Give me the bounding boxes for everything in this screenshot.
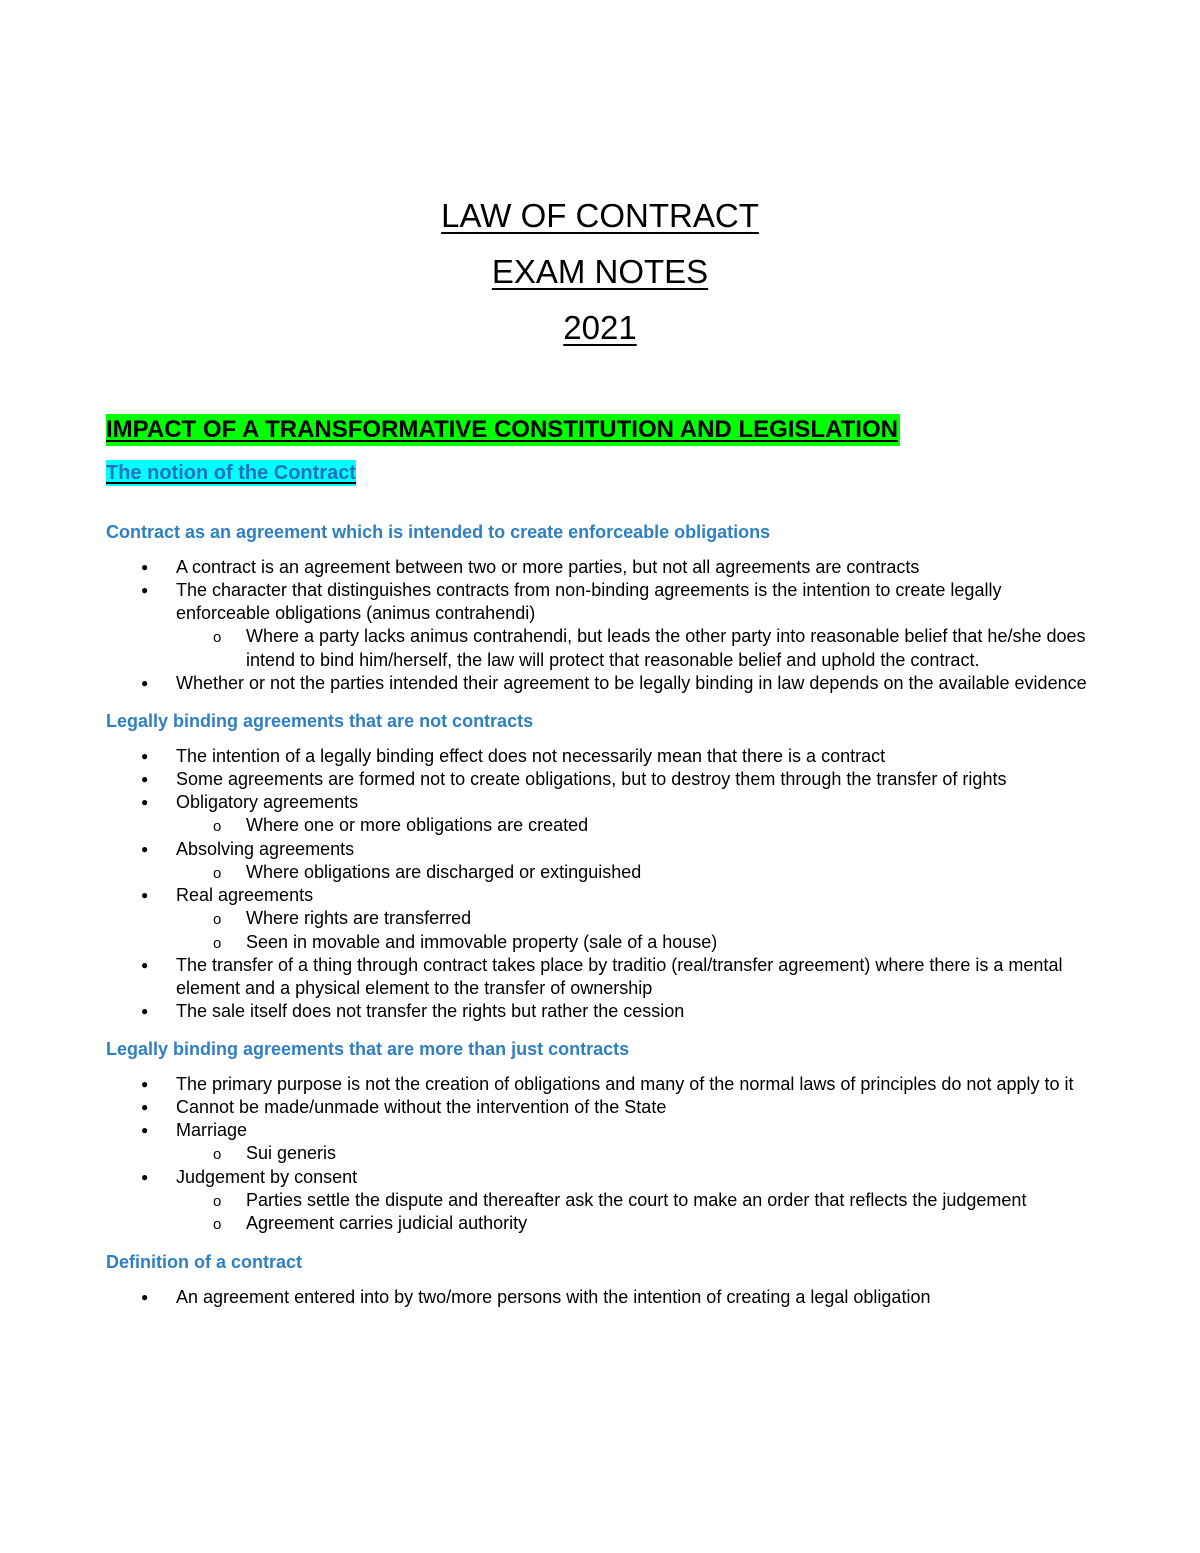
bullet-item <box>106 1073 1096 1096</box>
bullet-item <box>106 768 1096 791</box>
sub-bullet-item: o Where obligations are discharged or extinguished <box>176 861 1096 885</box>
bullet-text: The intention of a legally binding effect does not necessarily mean that there is a contract <box>176 746 886 766</box>
main-heading: IMPACT OF A TRANSFORMATIVE CONSTITUTION AND LEGISLATION <box>106 414 900 446</box>
document-title: LAW OF CONTRACT <box>441 197 759 234</box>
bullet-text: Cannot be made/unmade without the intervention of the State <box>176 1097 667 1117</box>
bullet-text: The character that distinguishes contracts from non-binding agreements is the intention to create legally enforceable obligations (animus contrahendi) <box>176 580 1002 623</box>
sub-bullet-list <box>176 625 1096 672</box>
document-year: 2021 <box>563 309 637 346</box>
sub-bullet-list <box>176 1189 1096 1236</box>
bullet-text: Whether or not the parties intended their agreement to be legally binding in law depends on the available evidence <box>176 673 1087 693</box>
bullet-text: An agreement entered into by two/more persons with the intention of creating a legal obligation <box>176 1286 931 1307</box>
bullet-list <box>106 1073 1096 1236</box>
bullet-list <box>106 556 1096 695</box>
sub-bullet-item: o Where rights are transferred <box>176 907 1096 931</box>
bullet-item <box>106 745 1096 768</box>
bullet-item <box>106 579 1096 672</box>
bullet-text: Judgement by consent <box>176 1166 358 1187</box>
sections-container <box>106 520 1096 1309</box>
bullet-text: The primary purpose is not the creation of obligations and many of the normal laws of principles do not apply to it <box>176 1074 1074 1094</box>
sub-bullet-item: o Sui generis <box>176 1142 1096 1166</box>
bullet-text: Absolving agreements <box>176 838 355 859</box>
sub-bullet-list <box>176 907 1096 954</box>
sub-bullet-item: o Parties settle the dispute and thereafter ask the court to make an order that reflects the judgement <box>176 1189 1096 1213</box>
bullet-item <box>106 1166 1096 1236</box>
bullet-item <box>106 838 1096 885</box>
bullet-list <box>106 1286 1096 1309</box>
bullet-item <box>106 1286 1096 1309</box>
section-heading: The notion of the Contract <box>106 462 356 484</box>
bullet-item <box>106 556 1096 579</box>
sub-bullet-item: o Where a party lacks animus contrahendi, but leads the other party into reasonable belief that he/she does intend to bind him/herself, the law will protect that reasonable belief and uphold the contract. <box>176 625 1096 672</box>
bullet-item <box>106 791 1096 838</box>
sub-bullet-item: o Agreement carries judicial authority <box>176 1212 1096 1236</box>
subsection-heading: Definition of a contract <box>106 1251 303 1272</box>
sub-bullet-item: o Seen in movable and immovable property (sale of a house) <box>176 931 1096 955</box>
bullet-text: Marriage <box>176 1120 248 1140</box>
bullet-item <box>106 954 1096 1000</box>
title-block <box>0 196 1200 364</box>
sub-bullet-list <box>176 861 1096 885</box>
subsection-heading: Contract as an agreement which is intended to create enforceable obligations <box>106 522 771 542</box>
bullet-item <box>106 1119 1096 1166</box>
subsection-heading: Legally binding agreements that are not contracts <box>106 711 534 731</box>
bullet-list <box>106 745 1096 1023</box>
bullet-item <box>106 1000 1096 1023</box>
bullet-text: A contract is an agreement between two or more parties, but not all agreements are contracts <box>176 557 920 577</box>
sub-bullet-list <box>176 1142 1096 1166</box>
bullet-text: The transfer of a thing through contract takes place by traditio (real/transfer agreement) where there is a mental element and a physical element to the transfer of ownership <box>176 955 1063 998</box>
bullet-item <box>106 672 1096 695</box>
bullet-item <box>106 1096 1096 1119</box>
sub-bullet-list <box>176 814 1096 838</box>
bullet-text: Real agreements <box>176 885 314 905</box>
bullet-text: Some agreements are formed not to create obligations, but to destroy them through the transfer of rights <box>176 769 1007 789</box>
document-subtitle: EXAM NOTES <box>491 253 709 290</box>
subsection-heading: Legally binding agreements that are more than just contracts <box>106 1039 630 1059</box>
document-content <box>106 414 1096 1323</box>
bullet-item <box>106 884 1096 954</box>
bullet-text: The sale itself does not transfer the rights but rather the cession <box>176 1001 685 1021</box>
sub-bullet-item: o Where one or more obligations are created <box>176 814 1096 838</box>
bullet-text: Obligatory agreements <box>176 792 359 812</box>
